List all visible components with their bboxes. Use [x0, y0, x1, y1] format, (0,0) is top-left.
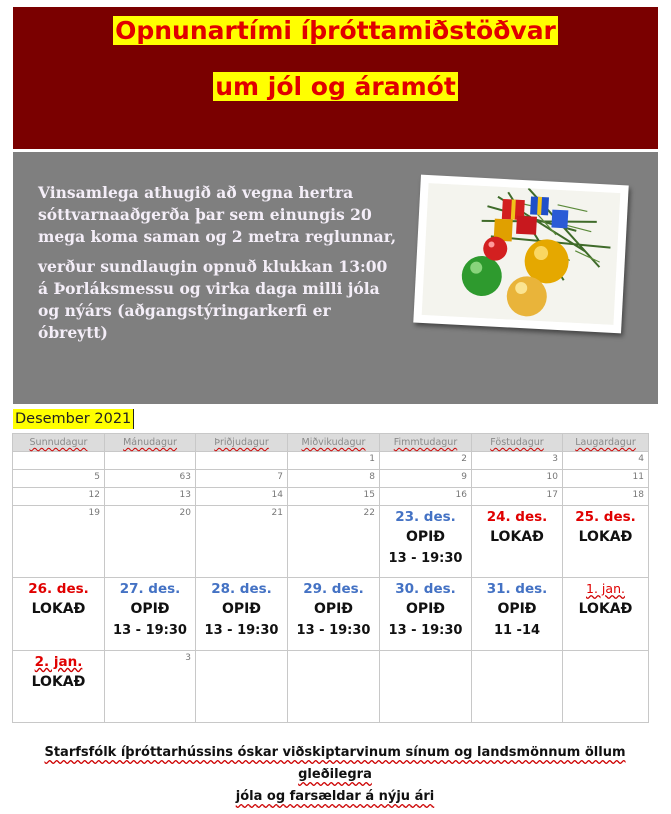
weekday-header: Sunnudagur	[13, 434, 105, 452]
weekday-header: Fimmtudagur	[380, 434, 472, 452]
month-label: Desember 2021	[13, 409, 134, 429]
day-number: 2	[461, 454, 467, 464]
day-number: 12	[88, 490, 100, 500]
day-cell-closed	[13, 651, 105, 723]
status-open: OPIÐ	[405, 529, 446, 545]
calendar-week-row	[13, 452, 649, 470]
day-cell	[105, 506, 196, 578]
day-cell-closed	[563, 506, 649, 578]
day-cell	[380, 452, 472, 470]
day-cell	[288, 488, 380, 506]
day-number: 7	[277, 472, 283, 482]
day-title: 23. des.	[395, 509, 456, 525]
status-closed: LOKAÐ	[31, 674, 86, 690]
calendar-table	[12, 433, 649, 723]
day-cell	[288, 452, 380, 470]
day-number: 17	[546, 490, 558, 500]
day-cell-open	[380, 578, 472, 651]
day-cell	[196, 651, 288, 723]
day-title: 25. des.	[575, 509, 636, 525]
notice-panel	[13, 152, 658, 404]
day-cell	[380, 470, 472, 488]
day-number: 3	[552, 454, 558, 464]
weekday-header: Miðvikudagur	[288, 434, 380, 452]
day-title: 28. des.	[211, 581, 272, 597]
weekday-header: Laugardagur	[563, 434, 649, 452]
day-cell-closed	[13, 578, 105, 651]
day-cell	[380, 488, 472, 506]
ornaments-illustration	[422, 183, 621, 325]
greeting-line-1: Starfsfólk íþróttarhússins óskar viðskiptarvinum sínum og landsmönnum öllum gleðilegra	[44, 745, 626, 782]
calendar-week-row	[13, 488, 649, 506]
day-number: 63	[179, 472, 191, 482]
day-cell-open	[472, 578, 563, 651]
day-cell	[105, 470, 196, 488]
day-cell	[472, 651, 563, 723]
status-closed: LOKAÐ	[578, 601, 633, 617]
banner-subtitle: um jól og áramót	[215, 72, 456, 101]
day-number: 11	[632, 472, 644, 482]
notice-text	[38, 182, 398, 352]
day-number: 18	[632, 490, 644, 500]
day-number: 15	[363, 490, 375, 500]
calendar-week-row	[13, 506, 649, 578]
day-cell-closed	[472, 506, 563, 578]
day-cell	[196, 506, 288, 578]
day-cell	[13, 470, 105, 488]
day-cell-open	[105, 578, 196, 651]
day-number: 20	[179, 508, 191, 518]
day-number: 8	[369, 472, 375, 482]
weekday-header: Föstudagur	[472, 434, 563, 452]
status-open: OPIÐ	[130, 601, 170, 617]
day-number: 5	[94, 472, 100, 482]
day-cell	[196, 488, 288, 506]
status-open: OPIÐ	[221, 601, 262, 617]
status-closed: LOKAÐ	[490, 529, 544, 545]
day-number: 16	[455, 490, 467, 500]
day-number: 4	[638, 454, 644, 464]
day-cell	[288, 506, 380, 578]
day-cell-closed	[563, 578, 649, 651]
day-cell	[472, 470, 563, 488]
header-banner	[13, 7, 658, 149]
day-title: 2. jan.	[34, 654, 83, 670]
day-number: 1	[369, 454, 375, 464]
day-cell-open	[288, 578, 380, 651]
day-cell	[563, 452, 649, 470]
day-cell	[13, 452, 105, 470]
status-closed: LOKAÐ	[578, 529, 633, 545]
day-cell	[105, 488, 196, 506]
day-number: 10	[546, 472, 558, 482]
day-title: 26. des.	[28, 581, 89, 597]
day-cell-open	[380, 506, 472, 578]
weekday-header: Mánudagur	[105, 434, 196, 452]
greeting-line-2: jóla og farsældar á nýju ári	[235, 789, 435, 804]
opening-hours: 13 - 19:30	[113, 623, 187, 638]
day-title: 27. des.	[119, 581, 181, 597]
greeting-footer	[20, 742, 650, 808]
day-title: 29. des.	[303, 581, 364, 597]
day-title: 24. des.	[486, 509, 548, 525]
notice-paragraph-1: Vinsamlega athugið að vegna hertra sóttvarnaaðgerða þar sem einungis 20 mega koma saman og 2 metra reglunnar,	[38, 183, 397, 246]
day-cell	[105, 651, 196, 723]
opening-hours: 13 - 19:30	[388, 623, 463, 638]
day-cell	[563, 488, 649, 506]
calendar-week-row	[13, 470, 649, 488]
day-number: 13	[179, 490, 191, 500]
day-cell	[563, 651, 649, 723]
opening-hours: 11 -14	[493, 623, 541, 638]
day-number: 3	[185, 653, 191, 663]
day-cell	[196, 452, 288, 470]
calendar-week-row	[13, 651, 649, 723]
day-title: 31. des.	[486, 581, 548, 597]
status-open: OPIÐ	[313, 601, 354, 617]
day-cell	[563, 470, 649, 488]
banner-line-2	[13, 71, 658, 103]
day-cell	[13, 488, 105, 506]
day-cell	[105, 452, 196, 470]
day-title: 1. jan.	[586, 581, 625, 596]
day-number: 19	[88, 508, 100, 518]
day-number: 22	[363, 508, 375, 518]
day-cell-open	[196, 578, 288, 651]
christmas-ornaments-photo	[413, 175, 628, 334]
day-cell	[380, 651, 472, 723]
status-open: OPIÐ	[497, 601, 537, 617]
day-cell	[288, 651, 380, 723]
day-cell	[196, 470, 288, 488]
weekday-header: Þriðjudagur	[196, 434, 288, 452]
status-closed: LOKAÐ	[31, 601, 86, 617]
day-title: 30. des.	[395, 581, 456, 597]
day-number: 21	[271, 508, 283, 518]
day-cell	[288, 470, 380, 488]
banner-title: Opnunartími íþróttamiðstöðvar	[115, 16, 556, 45]
day-cell	[472, 452, 563, 470]
day-cell	[472, 488, 563, 506]
day-cell	[13, 506, 105, 578]
opening-hours: 13 - 19:30	[204, 623, 279, 638]
day-number: 9	[461, 472, 467, 482]
day-number: 14	[271, 490, 283, 500]
weekday-header-row	[13, 434, 649, 452]
opening-hours: 13 - 19:30	[388, 551, 463, 566]
notice-paragraph-2: verður sundlaugin opnuð klukkan 13:00 á Þorláksmessu og virka daga milli jóla og nýárs (aðgangstýringarkerfi er óbreytt)	[38, 257, 388, 342]
status-open: OPIÐ	[405, 601, 446, 617]
calendar-week-row	[13, 578, 649, 651]
banner-line-1	[13, 15, 658, 47]
opening-hours: 13 - 19:30	[296, 623, 371, 638]
